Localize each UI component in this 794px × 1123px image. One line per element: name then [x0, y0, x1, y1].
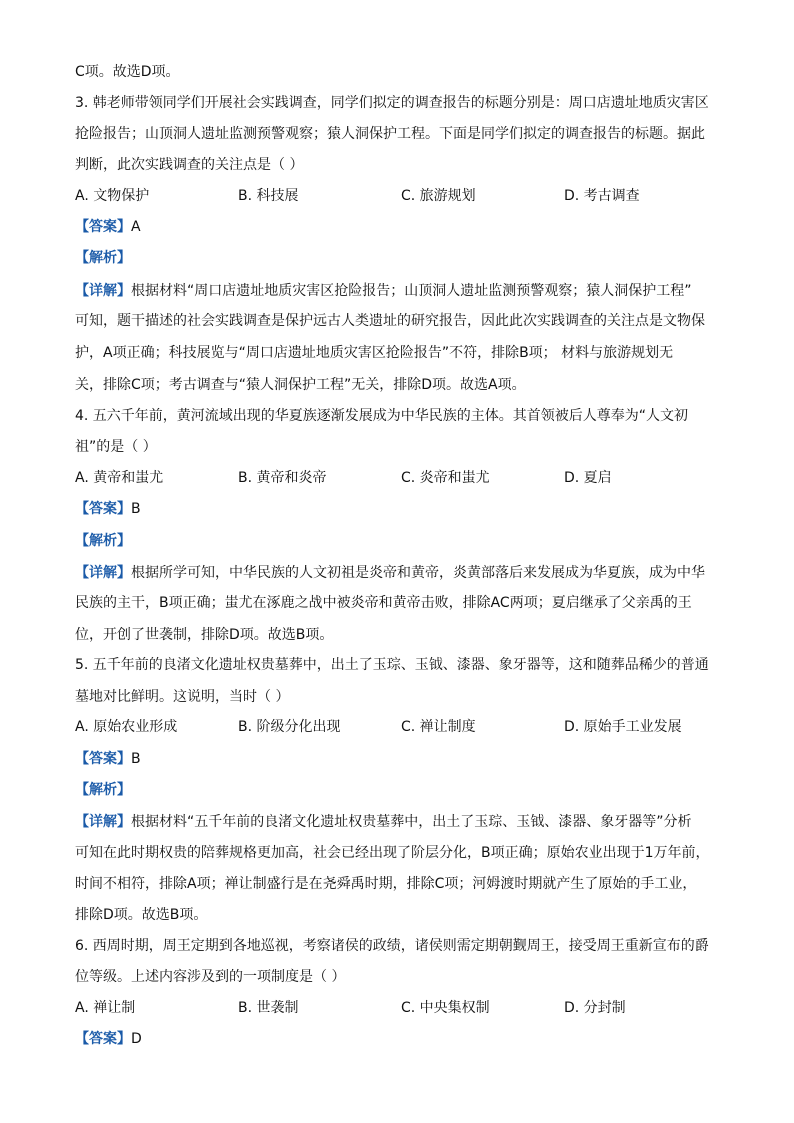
- q4-detail-line-1: [75, 564, 725, 582]
- q3-stem-line-2: 抢险报告；山顶洞人遗址监测预警观察；猿人洞保护工程。下面是同学们拟定的调查报告的标题。据此: [75, 126, 705, 142]
- q5-options: [75, 718, 725, 736]
- q5-detail-text-1: 根据材料“五千年前的良渚文化遗址权贵墓葬中，出土了玉琮、玉钺、漆器、象牙器等”分析: [131, 814, 692, 830]
- q6-stem-line-2: 位等级。上述内容涉及到的一项制度是（ ）: [75, 969, 346, 985]
- q3-option-b: B. 科技展: [238, 188, 299, 204]
- q6-option-d: D. 分封制: [564, 1000, 626, 1016]
- q5-stem-line-1: 5. 五千年前的良渚文化遗址权贵墓葬中，出土了玉琮、玉钺、漆器、象牙器等，这和随葬品稀少的普通: [75, 657, 709, 673]
- q6-option-c: C. 中央集权制: [401, 1000, 490, 1016]
- answer-tag: 【答案】: [75, 751, 131, 767]
- q3-option-d: D. 考古调查: [564, 188, 640, 204]
- answer-tag: 【答案】: [75, 1031, 131, 1047]
- q3-analysis: [75, 249, 725, 267]
- q4-analysis: [75, 532, 725, 550]
- q5-detail-line-1: [75, 813, 725, 831]
- analysis-tag: 【解析】: [75, 782, 131, 798]
- q5-option-b: B. 阶级分化出现: [238, 719, 341, 735]
- q4-stem-line-2: 祖”的是（ ）: [75, 439, 157, 455]
- q5-answer-value: B: [131, 751, 141, 767]
- q3-detail-line-4: 关，排除C项；考古调查与“猿人洞保护工程”无关，排除D项。故选A项。: [75, 377, 526, 393]
- q4-stem-line-1: 4. 五六千年前，黄河流域出现的华夏族逐渐发展成为中华民族的主体。其首领被后人尊奉为“人文初: [75, 408, 689, 424]
- q5-option-c: C. 禅让制度: [401, 719, 476, 735]
- analysis-tag: 【解析】: [75, 250, 131, 266]
- q4-option-d: D. 夏启: [564, 470, 612, 486]
- detail-tag: 【详解】: [75, 814, 131, 830]
- q6-stem-line-1: 6. 西周时期，周王定期到各地巡视，考察诸侯的政绩，诸侯则需定期朝觐周王，接受周王重新宣布的爵: [75, 938, 709, 954]
- answer-tag: 【答案】: [75, 501, 131, 517]
- q4-option-c: C. 炎帝和蚩尤: [401, 470, 490, 486]
- q3-answer-value: A: [131, 219, 141, 235]
- q5-detail-line-3: 时间不相符，排除A项；禅让制盛行是在尧舜禹时期，排除C项；河姆渡时期就产生了原始的手工业，: [75, 876, 697, 892]
- q4-detail-text-1: 根据所学可知，中华民族的人文初祖是炎帝和黄帝，炎黄部落后来发展成为华夏族，成为中华: [131, 565, 705, 581]
- q4-detail-line-2: 民族的主干，B项正确；蚩尤在涿鹿之战中被炎帝和黄帝击败，排除AC两项；夏启继承了父亲禹的王: [75, 595, 692, 611]
- q4-answer: [75, 500, 725, 518]
- q5-option-d: D. 原始手工业发展: [564, 719, 682, 735]
- q4-detail-line-3: 位，开创了世袭制，排除D项。故选B项。: [75, 627, 334, 643]
- q5-analysis: [75, 781, 725, 799]
- q6-option-b: B. 世袭制: [238, 1000, 299, 1016]
- q4-options: [75, 469, 725, 487]
- q5-stem-line-2: 墓地对比鲜明。这说明，当时（ ）: [75, 689, 290, 705]
- q3-detail-text-1: 根据材料“周口店遗址地质灾害区抢险报告；山顶洞人遗址监测预警观察；猿人洞保护工程”: [131, 283, 692, 299]
- q5-detail-line-2: 可知在此时期权贵的陪葬规格更加高，社会已经出现了阶层分化，B项正确；原始农业出现于1万年前，: [75, 845, 710, 861]
- q3-option-c: C. 旅游规划: [401, 188, 476, 204]
- q3-detail-line-1: [75, 282, 725, 300]
- q3-stem-line-1: 3. 韩老师带领同学们开展社会实践调查，同学们拟定的调查报告的标题分别是：周口店遗址地质灾害区: [75, 95, 709, 111]
- detail-tag: 【详解】: [75, 565, 131, 581]
- q6-answer: [75, 1030, 725, 1048]
- q3-detail-line-3: 护，A项正确；科技展览与“周口店遗址地质灾害区抢险报告”不符，排除B项； 材料与旅游规划无: [75, 345, 674, 361]
- q6-answer-value: D: [131, 1031, 142, 1047]
- q4-answer-value: B: [131, 501, 141, 517]
- q5-answer: [75, 750, 725, 768]
- q3-option-a: A. 文物保护: [75, 188, 150, 204]
- q3-answer: [75, 218, 725, 236]
- q5-detail-line-4: 排除D项。故选B项。: [75, 907, 208, 923]
- q3-options: [75, 187, 725, 205]
- q3-detail-line-2: 可知，题干描述的社会实践调查是保护远古人类遗址的研究报告，因此此次实践调查的关注点是文物保: [75, 313, 705, 329]
- q4-option-b: B. 黄帝和炎帝: [238, 470, 327, 486]
- q5-option-a: A. 原始农业形成: [75, 719, 178, 735]
- q6-options: [75, 999, 725, 1017]
- intro-line: C项。故选D项。: [75, 64, 180, 80]
- detail-tag: 【详解】: [75, 283, 131, 299]
- answer-tag: 【答案】: [75, 219, 131, 235]
- q6-option-a: A. 禅让制: [75, 1000, 136, 1016]
- q4-option-a: A. 黄帝和蚩尤: [75, 470, 164, 486]
- analysis-tag: 【解析】: [75, 533, 131, 549]
- q3-stem-line-3: 判断，此次实践调查的关注点是（ ）: [75, 157, 304, 173]
